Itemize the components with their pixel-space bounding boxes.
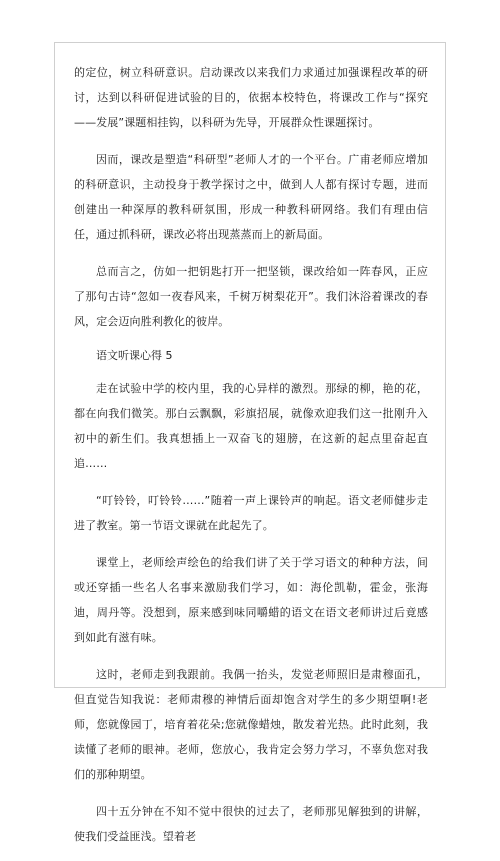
paragraph-bell: “叮铃铃，叮铃铃……”随着一声上课铃声的响起。语文老师健步走进了教室。第一节语文课就在此起先了。 — [74, 494, 428, 532]
paragraph-forty-five-minutes: 四十五分钟在不知不觉中很快的过去了，老师那见解独到的讲解，使我们受益匪浅。望着老 — [74, 805, 428, 843]
paragraph-research-awareness: 的定位，树立科研意识。启动课改以来我们力求通过加强课程改革的研讨，达到以科研促进试验的目的，依据本校特色，将课改工作与“探究——发展”课题相挂钩，以科研为先导，开展群众性课题探讨。 — [74, 66, 428, 129]
paragraph-research-teacher: 因而，课改是塑造“科研型”老师人才的一个平台。广甫老师应增加的科研意识，主动投身于教学探讨之中，做到人人都有探讨专题，进而创建出一种深厚的教科研氛围，形成一种教科研网络。我们有理由信任，通过抓科研，课改必将出现蒸蒸而上的新局面。 — [74, 153, 428, 241]
paragraph-conclusion: 总而言之，仿如一把钥匙打开一把坚锁，课改给如一阵春风，正应了那句古诗“忽如一夜春风来，千树万树梨花开”。我们沐浴着课改的春风，定会迈向胜利教化的彼岸。 — [74, 265, 428, 328]
paragraph-classroom: 课堂上，老师绘声绘色的给我们讲了关于学习语文的种种方法，间或还穿插一些名人名事来激励我们学习，如：海伦凯勒，霍金，张海迪，周丹等。没想到，原来感到味同嚼蜡的语文在语文老师讲过后竟感到如此有滋有味。 — [74, 556, 428, 644]
document-body — [74, 60, 428, 861]
paragraph-campus: 走在试验中学的校内里，我的心异样的激烈。那绿的柳，艳的花，都在向我们微笑。那白云飘飘，彩旗招展，就像欢迎我们这一批刚升入初中的新生们。我真想插上一双奋飞的翅膀，在这新的起点里奋起直追…… — [74, 382, 428, 470]
section-title: 语文听课心得 5 — [96, 349, 173, 362]
paragraph-teacher-gaze: 这时，老师走到我跟前。我偶一抬头，发觉老师照旧是肃穆面孔，但直觉告知我说：老师肃穆的神情后面却饱含对学生的多少期望啊!老师，您就像园丁，培育着花朵;您就像蜡烛，散发着光热。此时此刻，我读懂了老师的眼神。老师，您放心，我肯定会努力学习，不辜负您对我们的那种期望。 — [74, 668, 428, 781]
